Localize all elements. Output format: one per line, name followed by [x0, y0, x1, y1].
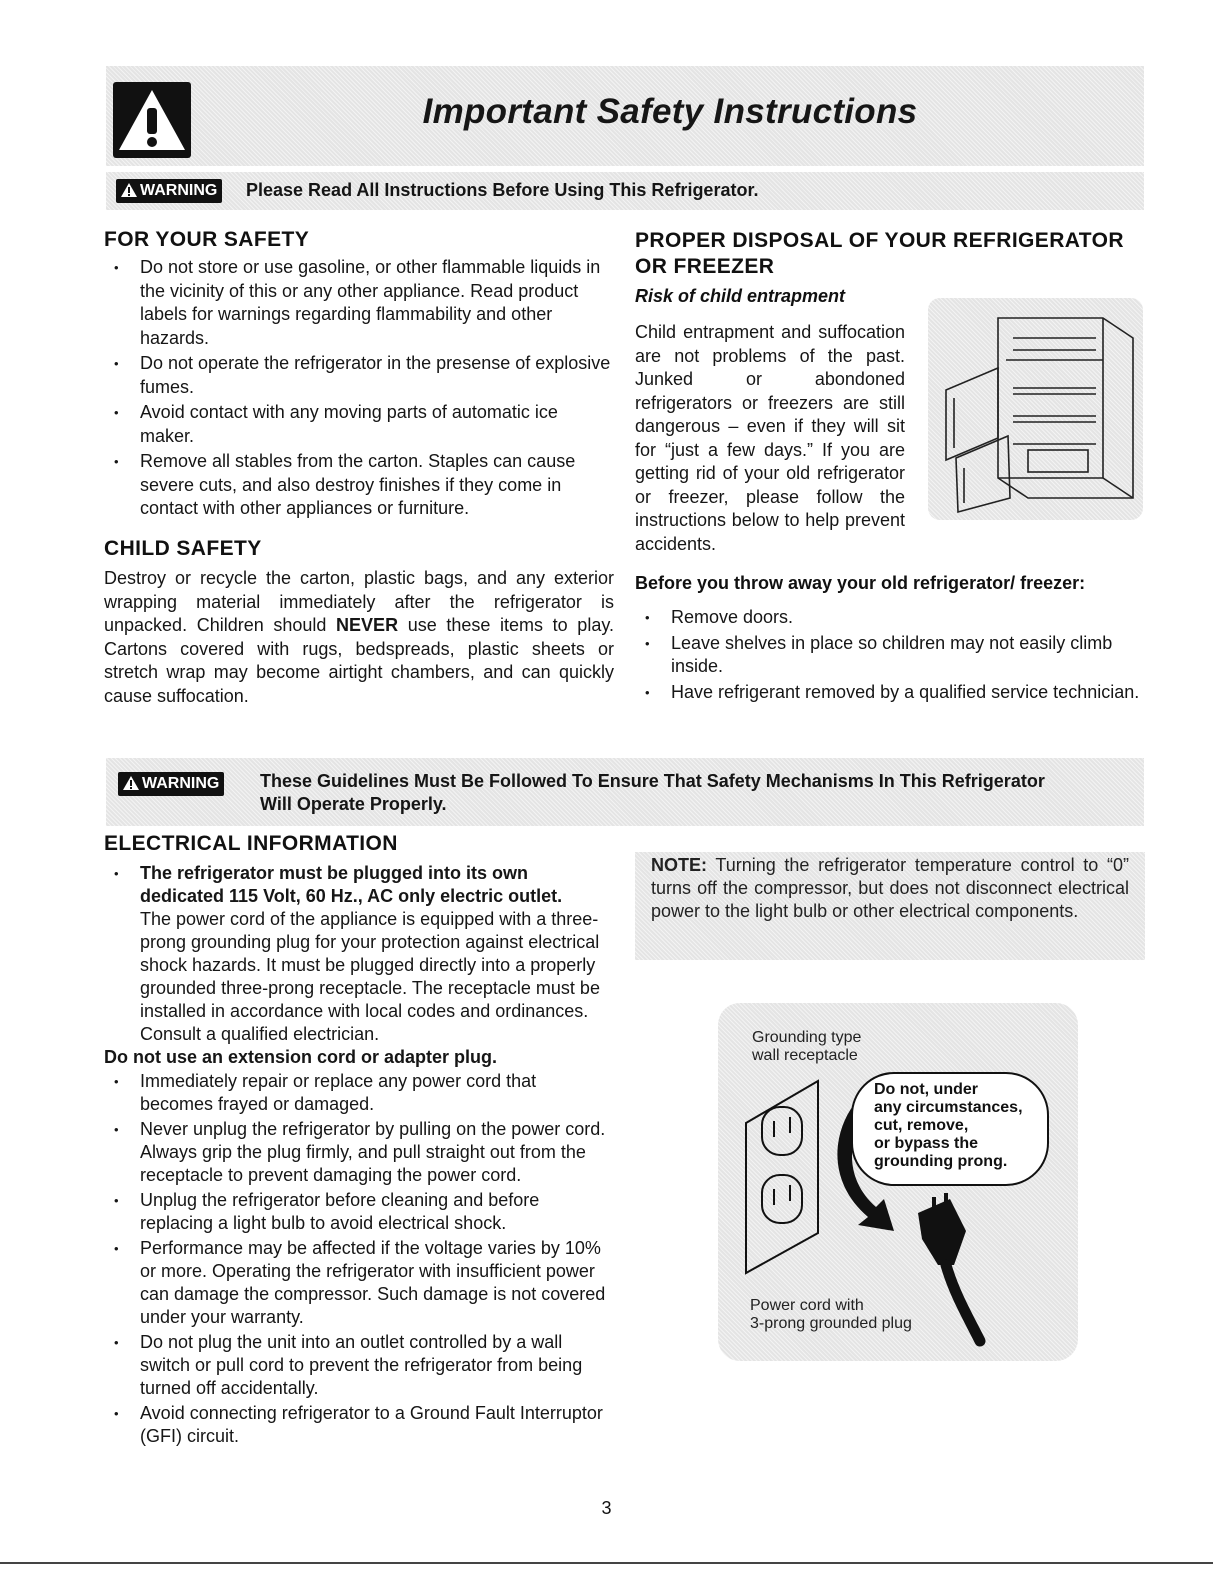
- never-emphasis: NEVER: [336, 615, 399, 635]
- power-cord-label-line: 3-prong grounded plug: [750, 1315, 912, 1332]
- list-item: • Do not plug the unit into an outlet controlled by a wall switch or pull cord to prevent the refrigerator from being turned off accidentally.: [104, 1331, 614, 1400]
- callout-line: grounding prong.: [874, 1153, 1008, 1170]
- bottom-rule: [0, 1562, 1213, 1564]
- child-safety-heading: CHILD SAFETY: [104, 537, 262, 560]
- list-item: • Unplug the refrigerator before cleaning and before replacing a light bulb to avoid electrical shock.: [104, 1189, 614, 1235]
- callout-line: any circumstances,: [874, 1099, 1023, 1116]
- note-box: [635, 852, 1145, 960]
- alert-triangle-icon: [120, 182, 138, 198]
- your-safety-list: [104, 256, 614, 521]
- disposal-heading: PROPER DISPOSAL OF YOUR REFRIGERATOR OR FREEZER: [635, 229, 1124, 278]
- your-safety-heading: FOR YOUR SAFETY: [104, 228, 310, 251]
- receptacle-label-line: wall receptacle: [752, 1047, 858, 1064]
- guidelines-warning-line: Will Operate Properly.: [260, 794, 447, 814]
- warning-bar-top: [106, 172, 1144, 210]
- dedicated-outlet-requirement: The refrigerator must be plugged into its own dedicated 115 Volt, 60 Hz., AC only electric outlet.: [140, 863, 563, 906]
- disposal-section: [635, 228, 1145, 307]
- open-refrigerator-icon: [928, 298, 1143, 520]
- alert-triangle-icon: [122, 775, 140, 791]
- list-item: • Avoid connecting refrigerator to a Ground Fault Interruptor (GFI) circuit.: [104, 1402, 614, 1448]
- child-safety-text-part: Destroy or recycle the carton, plastic bags, and any exterior wrapping material immediately after the refrigerator is unpacked. Children should: [104, 568, 614, 635]
- warning-badge: [118, 772, 224, 796]
- callout-line: Do not, under: [874, 1081, 978, 1098]
- before-throw-list: [635, 606, 1145, 704]
- power-cord-label-line: Power cord with: [750, 1297, 864, 1314]
- list-item: • Never unplug the refrigerator by pulling on the power cord. Always grip the plug firmly, and pull straight out from the receptacle to prevent damaging the power cord.: [104, 1118, 614, 1187]
- before-throw-heading: Before you throw away your old refrigerator/ freezer:: [635, 573, 1086, 593]
- list-item: • Remove doors.: [635, 606, 1145, 630]
- plug-illustration: [718, 1003, 1078, 1361]
- child-safety-text: [104, 567, 614, 708]
- page-title: Important Safety Instructions: [422, 92, 918, 131]
- callout-line: cut, remove,: [874, 1117, 969, 1134]
- disposal-text: Child entrapment and suffocation are not problems of the past. Junked or abondoned refrigerators or freezers are still dangerous – even if they will sit for “just a few days.” If you are getting rid of your old refrigerator or freezer, please follow the instructions below to help prevent accidents.: [635, 322, 905, 554]
- electrical-list: [104, 1070, 614, 1448]
- note-body: Turning the refrigerator temperature control to “0” turns off the compressor, but does not disconnect electrical power to the light bulb or other electrical components.: [651, 855, 1129, 921]
- electrical-heading: ELECTRICAL INFORMATION: [104, 832, 398, 855]
- your-safety-section: [104, 228, 614, 523]
- fridge-illustration: [928, 298, 1143, 520]
- list-item: [104, 862, 614, 1046]
- prong-warning-callout: [874, 1081, 1023, 1171]
- warning-badge-label: WARNING: [142, 775, 220, 792]
- list-item: • Remove all stables from the carton. Staples can cause severe cuts, and also destroy finishes if they come in contact with other appliances or furniture.: [104, 450, 614, 521]
- callout-line: or bypass the: [874, 1135, 979, 1152]
- note-text: [651, 854, 1129, 923]
- page-number: 3: [601, 1498, 612, 1518]
- guidelines-warning-line: These Guidelines Must Be Followed To Ensure That Safety Mechanisms In This Refrigerator: [260, 771, 1045, 791]
- list-item: • Immediately repair or replace any power cord that becomes frayed or damaged.: [104, 1070, 614, 1116]
- list-item: • Do not store or use gasoline, or other flammable liquids in the vicinity of this or any other appliance. Read product labels for warnings regarding flammability and other hazards.: [104, 256, 614, 350]
- list-item: • Performance may be affected if the voltage varies by 10% or more. Operating the refrigerator with insufficient power can damage the compressor. Such damage is not covered under your warranty.: [104, 1237, 614, 1329]
- note-label: NOTE:: [651, 855, 707, 875]
- grounding-plug-text: The power cord of the appliance is equipped with a three-prong grounding plug for your protection against electrical shock hazards. It must be plugged directly into a properly grounded three-prong receptacle. The receptacle must be installed in accordance with local codes and ordinances. Consult a qualified electrician.: [140, 909, 600, 1044]
- receptacle-label-line: Grounding type: [752, 1029, 862, 1046]
- warning-bar-guidelines: [106, 758, 1144, 826]
- disposal-subheading: Risk of child entrapment: [635, 286, 846, 306]
- power-cord-label: [750, 1297, 912, 1333]
- warning-badge-label: WARNING: [140, 182, 218, 199]
- warning-symbol-icon: [113, 82, 191, 158]
- list-item: • Leave shelves in place so children may not easily climb inside.: [635, 632, 1145, 679]
- child-safety-section: [104, 537, 614, 708]
- before-throw-section: [635, 573, 1145, 706]
- list-item: • Avoid contact with any moving parts of automatic ice maker.: [104, 401, 614, 448]
- electrical-first-list: [104, 862, 614, 1046]
- guidelines-warning-text: [260, 770, 1045, 816]
- warning-badge: [116, 179, 222, 203]
- child-safety-text-part: use these items to play. Cartons covered with rugs, bedspreads, plastic sheets or stretch wrap may become airtight chambers, and can quickly cause suffocation.: [104, 615, 614, 706]
- electrical-section: [104, 832, 614, 1450]
- list-item: • Have refrigerant removed by a qualified service technician.: [635, 681, 1145, 705]
- warning-text: Please Read All Instructions Before Using This Refrigerator.: [246, 180, 759, 200]
- no-extension-warning: Do not use an extension cord or adapter plug.: [104, 1047, 498, 1067]
- list-item: • Do not operate the refrigerator in the presense of explosive fumes.: [104, 352, 614, 399]
